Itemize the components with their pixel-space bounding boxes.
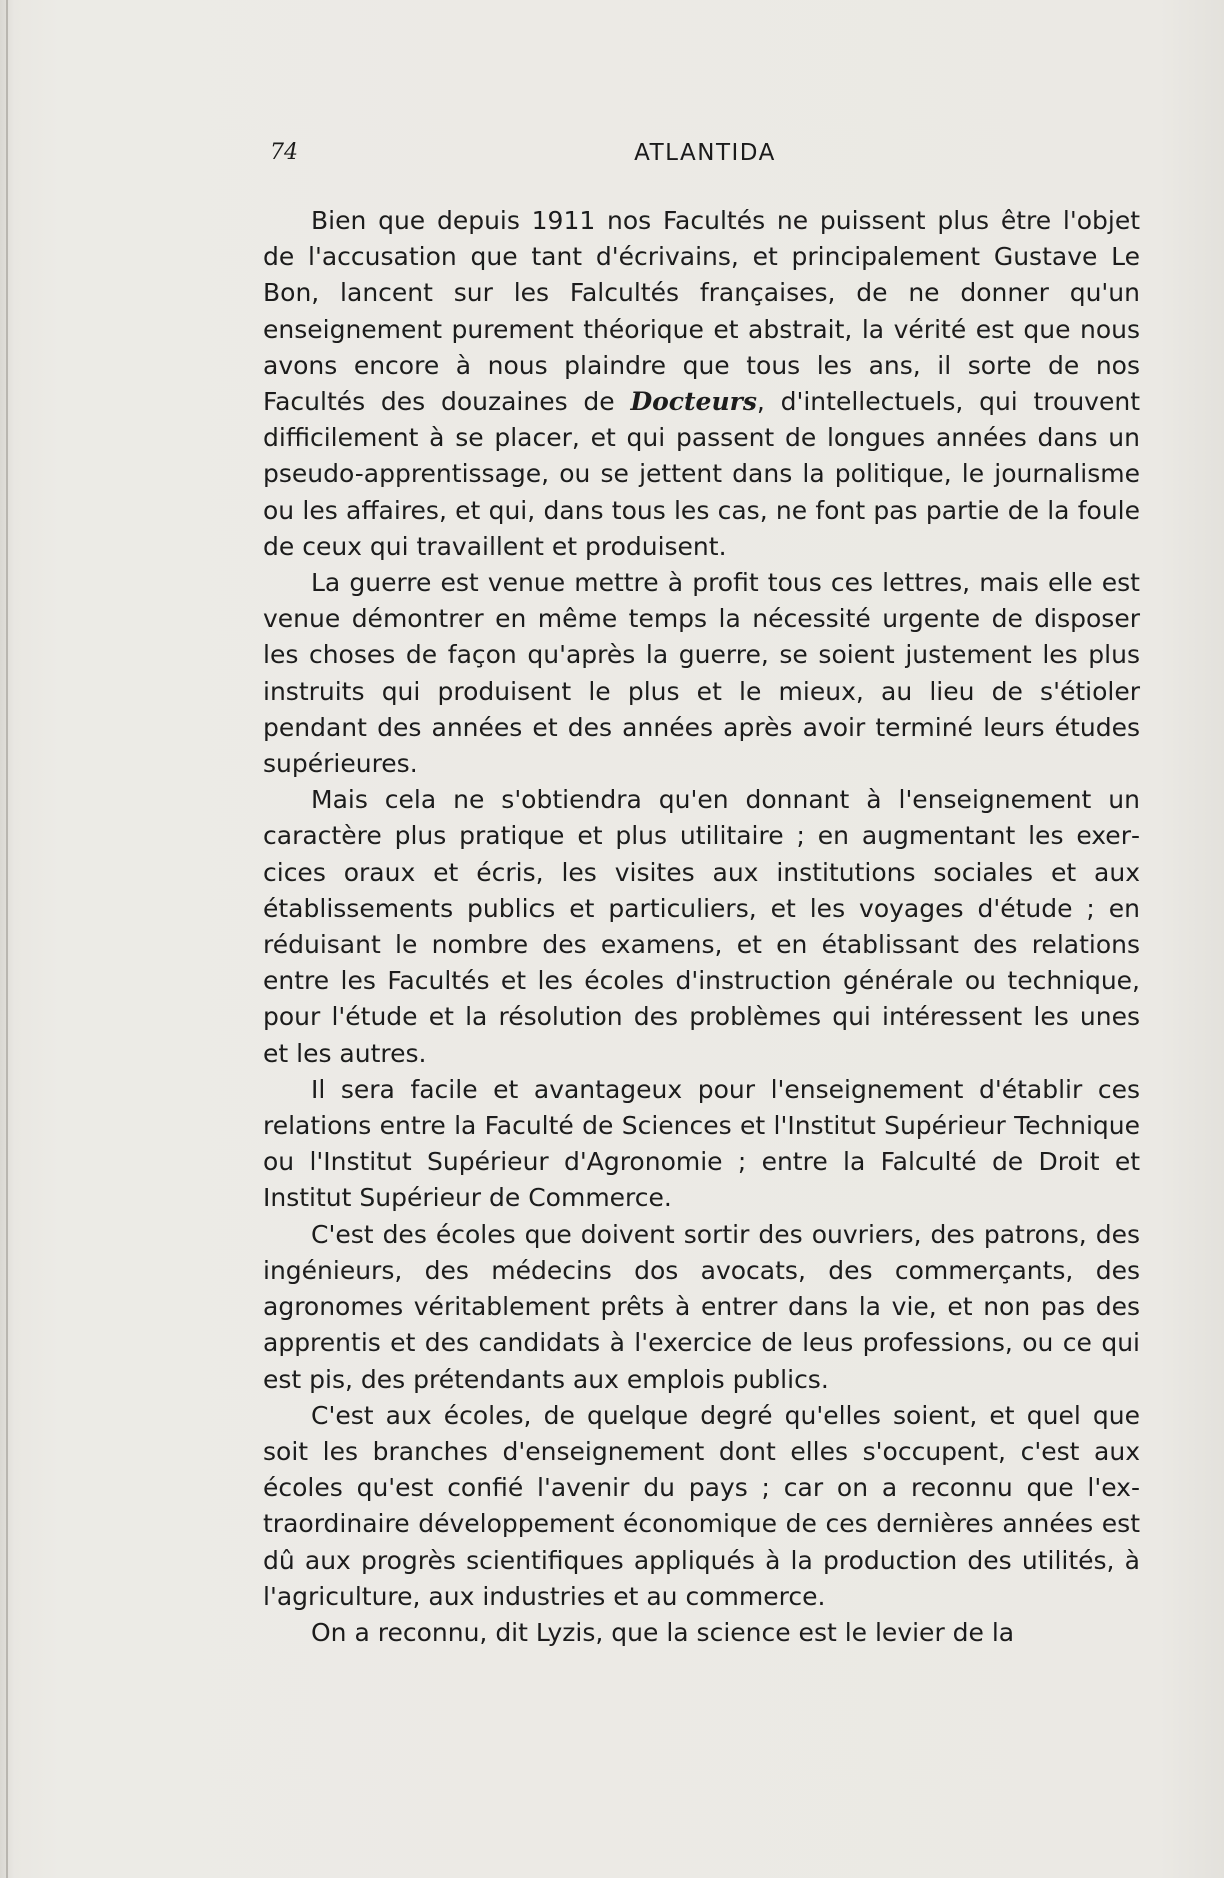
paragraph-1-end: , d'intellectuels, qui trouvent difficilement à se placer, et qui passent de longues années dans un pseudo-apprentissage, ou se jettent dans la politique, le journalisme ou les affaires, et qui, dans tous les cas, ne font pas partie de la foule de ceux qui travaillent et produisent. xyxy=(263,387,1141,561)
page-gutter-edge xyxy=(6,0,8,1878)
body-text xyxy=(263,203,1140,1651)
running-title: ATLANTIDA xyxy=(634,140,776,166)
paragraph-7: On a reconnu, dit Lyzis, que la science est le levier de la xyxy=(311,1617,1015,1647)
emphasis-docteurs: Docteurs xyxy=(630,387,757,417)
paragraph-6: C'est aux écoles, de quelque degré qu'elles soient, et quel que soit les branches d'enseignement dont elles s'occupent, c'est aux écoles qu'est confié l'avenir du pays ; car on a reconnu que l'extraordinaire développement économique de ces dernières années est dû aux progrès scientifiques appliqués à la production des utilités, à l'agriculture, aux industries et au commerce. xyxy=(263,1400,1140,1611)
running-head xyxy=(270,140,1140,176)
paragraph-1-start: Bien que depuis 1911 nos Facultés ne puissent plus être l'objet de l'accusation que tant d'écrivains, et principalement Gustave Le Bon, lancent sur les Falcultés françaises, de ne donner qu'un enseignement purement théorique et abstrait, la vérité est que nous avons encore à nous plaindre que tous les ans, il sorte de nos Facultés des douzaines de xyxy=(263,206,1140,417)
paragraph-1 xyxy=(263,203,1140,565)
paragraph-4: Il sera facile et avantageux pour l'enseignement d'établir ces relations entre la Faculté de Sciences et l'Institut Supérieur Technique ou l'Institut Supérieur d'Agronomie ; entre la Falculté de Droit et Institut Supérieur de Commerce. xyxy=(263,1074,1140,1213)
paragraph-5: C'est des écoles que doivent sortir des ouvriers, des patrons, des ingénieurs, des médecins dos avocats, des commerçants, des agronomes véritablement prêts à entrer dans la vie, et non pas des apprentis et des candidats à l'exercice de leus professions, ou ce qui est pis, des prétendants aux emplois publics. xyxy=(263,1219,1140,1394)
paragraph-2: La guerre est venue mettre à profit tous ces lettres, mais elle est venue démontrer en même temps la nécessité urgente de disposer les choses de façon qu'après la guerre, se soient justement les plus instruits qui produisent le plus et le mieux, au lieu de s'étioler pendant des années et des années après avoir terminé leurs études supérieures. xyxy=(263,568,1140,779)
paragraph-3: Mais cela ne s'obtiendra qu'en donnant à l'enseignement un caractère plus pratique et plus utilitaire ; en augmentant les exercices oraux et écris, les visites aux institutions sociales et aux établissements publics et particuliers, et les voyages d'étude ; en réduisant le nombre des examens, et en établissant des relations entre les Facultés et les écoles d'instruction générale ou technique, pour l'étude et la résolution des problèmes qui intéressent les unes et les autres. xyxy=(263,785,1140,1068)
page-number: 74 xyxy=(270,140,298,165)
